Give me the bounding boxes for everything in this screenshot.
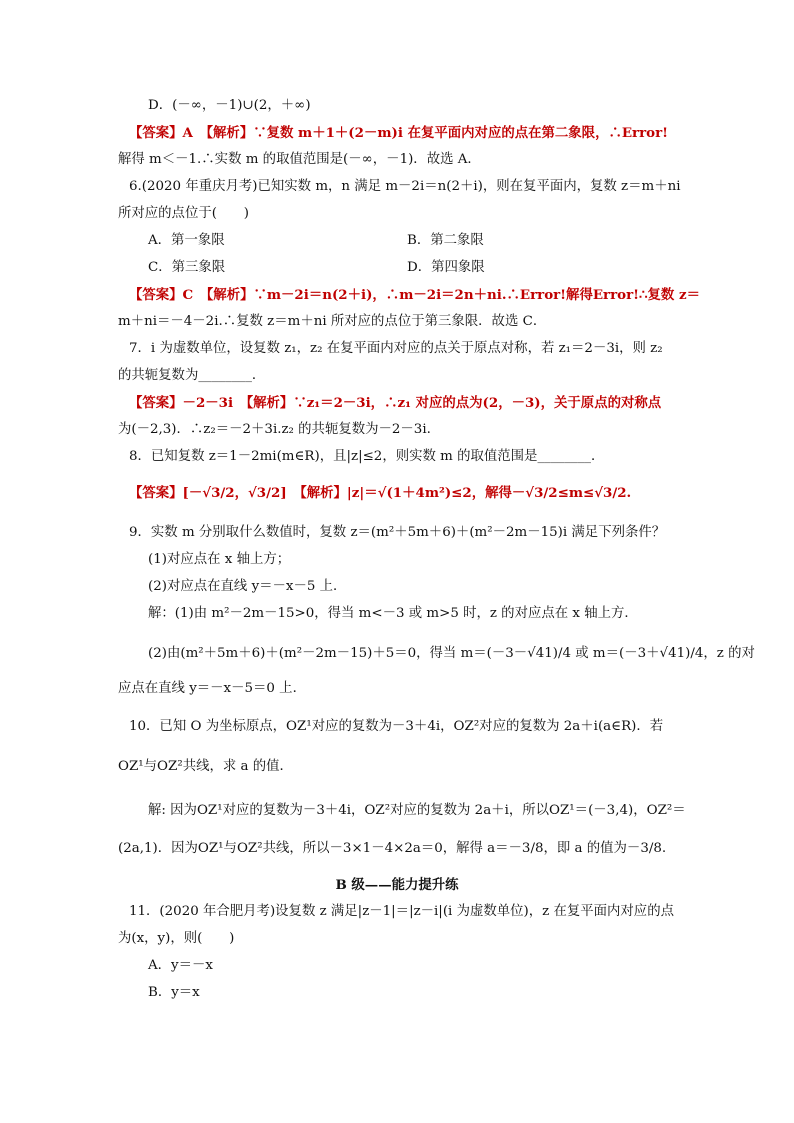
- solution-9-part1: 解：(1)由 m²－2m－15>0，得当 m<－3 或 m>5 时，z 的对应点在 x 轴上方．: [148, 606, 638, 621]
- option-11-a: A．y＝－x: [148, 958, 213, 973]
- answer-7: 【答案】－2－3i 【解析】∵z₁＝2－3i，∴z₁ 对应的点为(2，－3)，关于原点的对称点: [129, 395, 662, 411]
- solution-6-cont: m＋ni＝－4－2i.∴复数 z＝m＋ni 所对应的点位于第三象限．故选 C．: [118, 314, 547, 329]
- question-6: 6.(2020 年重庆月考)已知实数 m，n 满足 m－2i＝n(2＋i)，则在复平面内，复数 z＝m＋ni: [129, 179, 681, 194]
- option-a: A．第一象限: [148, 233, 225, 248]
- question-11-cont: 为(x，y)，则( ): [118, 931, 235, 946]
- option-d: D．(－∞，－1)∪(2，＋∞): [148, 98, 311, 113]
- answer-5: 【答案】A 【解析】∵复数 m＋1＋(2－m)i 在复平面内对应的点在第二象限，∴Error!: [129, 125, 669, 141]
- answer-8: 【答案】[－√3/2，√3/2] 【解析】|z|＝√(1＋4m²)≤2，解得－√3/2≤m≤√3/2.: [129, 485, 632, 501]
- solution-10: 解: 因为OZ¹对应的复数为－3＋4i，OZ²对应的复数为 2a＋i，所以OZ¹＝(－3,4)，OZ²＝: [148, 803, 686, 818]
- question-9-part1: (1)对应点在 x 轴上方；: [148, 552, 291, 567]
- question-6-cont: 所对应的点位于( ): [118, 206, 249, 221]
- question-9: 9．实数 m 分别取什么数值时，复数 z＝(m²＋5m＋6)＋(m²－2m－15)i 满足下列条件？: [129, 525, 666, 540]
- question-9-part2: (2)对应点在直线 y＝－x－5 上．: [148, 579, 347, 594]
- question-11: 11．(2020 年合肥月考)设复数 z 满足|z－1|＝|z－i|(i 为虚数单位)，z 在复平面内对应的点: [129, 904, 674, 919]
- question-8: 8．已知复数 z＝1－2mi(m∈R)，且|z|≤2，则实数 m 的取值范围是________．: [129, 449, 605, 464]
- solution-9-part2: (2)由(m²＋5m＋6)＋(m²－2m－15)＋5＝0，得当 m＝(－3－√41)/4 或 m＝(－3＋√41)/4，z 的对: [148, 646, 755, 661]
- question-7: 7．i 为虚数单位，设复数 z₁，z₂ 在复平面内对应的点关于原点对称，若 z₁＝2－3i，则 z₂: [129, 341, 663, 356]
- option-c: C．第三象限: [148, 260, 226, 275]
- solution-5-cont: 解得 m＜－1.∴实数 m 的取值范围是(－∞，－1)．故选 A．: [118, 152, 481, 167]
- answer-6: 【答案】C 【解析】∵m－2i＝n(2＋i)，∴m－2i＝2n＋ni.∴Error!解得Error!∴复数 z＝: [129, 287, 700, 303]
- question-10: 10．已知 O 为坐标原点，OZ¹对应的复数为－3＋4i，OZ²对应的复数为 2a＋i(a∈R)．若: [129, 719, 664, 734]
- solution-9-part2-cont: 应点在直线 y＝－x－5＝0 上．: [118, 681, 306, 696]
- solution-10-cont: (2a,1)．因为OZ¹与OZ²共线，所以－3×1－4×2a＝0，解得 a＝－3/8，即 a 的值为－3/8.: [118, 841, 667, 856]
- solution-7-cont: 为(－2,3)．∴z₂＝－2＋3i.z₂ 的共轭复数为－2－3i.: [118, 422, 431, 437]
- section-heading-b: B 级——能力提升练: [335, 877, 459, 893]
- option-11-b: B．y＝x: [148, 985, 200, 1000]
- question-7-cont: 的共轭复数为________．: [118, 368, 266, 383]
- option-b: B．第二象限: [407, 233, 484, 248]
- option-d: D．第四象限: [407, 260, 485, 275]
- question-10-cont: OZ¹与OZ²共线，求 a 的值．: [118, 759, 293, 774]
